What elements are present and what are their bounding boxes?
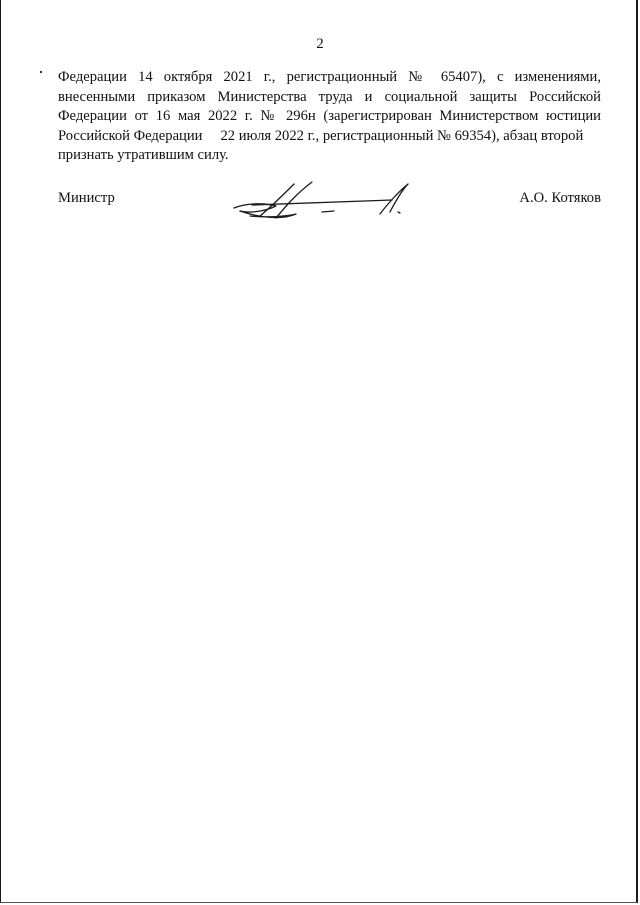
paragraph-line-4a: Российской Федерации [58, 127, 203, 144]
paragraph-line-4 [58, 127, 601, 147]
signer-title: Министр [58, 190, 115, 206]
paragraph-line-3: Федерации от 16 мая 2022 г. № 296н (зарегистрирован Министерством юстиции [58, 108, 601, 124]
body-paragraph [58, 68, 601, 166]
handwritten-signature [230, 178, 420, 228]
margin-mark [40, 71, 42, 73]
signer-name: А.О. Котяков [519, 190, 601, 206]
paragraph-line-5: признать утратившим силу. [58, 147, 229, 163]
paragraph-line-1: Федерации 14 октября 2021 г., регистрационный № 65407), с изменениями, [58, 69, 601, 85]
paragraph-line-2: внесенными приказом Министерства труда и социальной защиты Российской [58, 88, 601, 105]
page-number: 2 [316, 36, 324, 52]
paragraph-line-4b: 22 июля 2022 г., регистрационный № 69354), абзац второй [220, 127, 584, 144]
